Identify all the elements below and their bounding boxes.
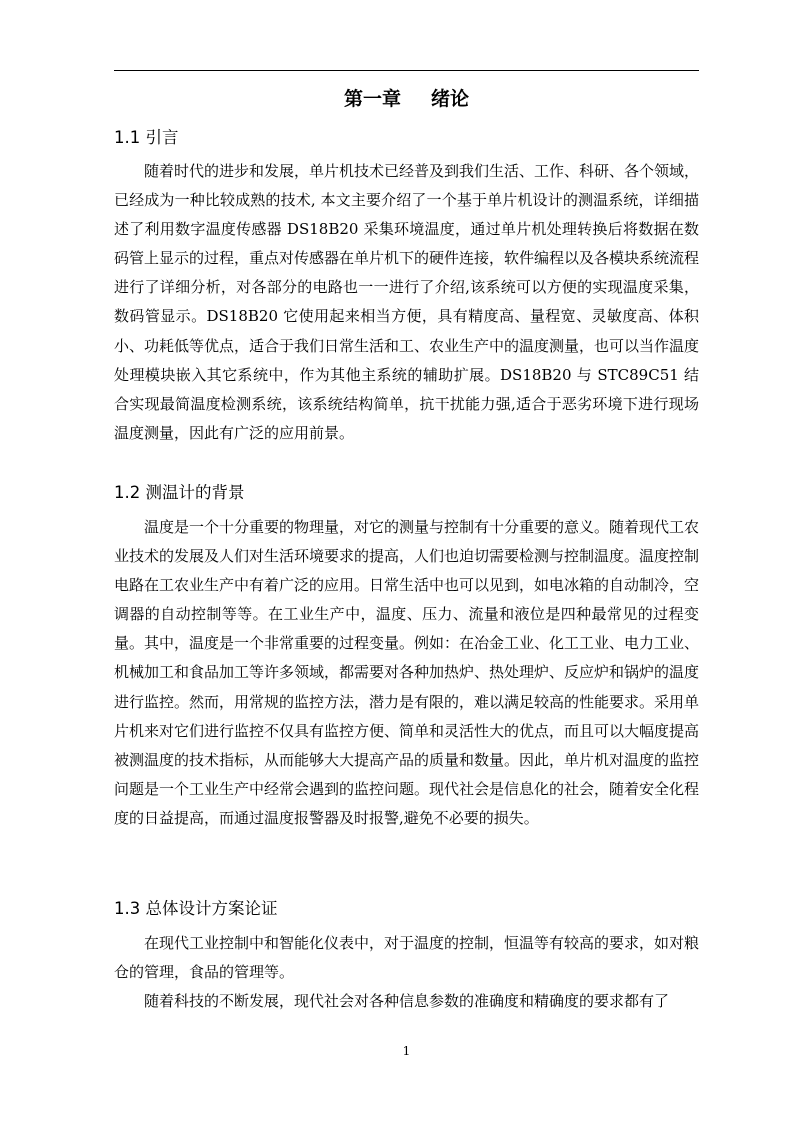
paragraph-design-1: 在现代工业控制中和智能化仪表中，对于温度的控制，恒温等有较高的要求，如对粮仓的管理，食品的管理等。 [114,934,700,982]
section-heading-1-2: 1.2 测温计的背景 [114,483,245,502]
section-heading-1-1: 1.1 引言 [114,128,179,147]
paragraph-introduction: 随着时代的进步和发展，单片机技术已经普及到我们生活、工作、科研、各个领域，已经成为一种比较成熟的技术, 本文主要介绍了一个基于单片机设计的测温系统，详细描述了利用数字温度传感器 DS18B20 采集环境温度，通过单片机处理转换后将数据在数码管上显示的过程，重点对传感器在单片机下的硬件连接，软件编程以及各模块系统流程进行了详细分析，对各部分的电路也一一进行了介绍,该系统可以方便的实现温度采集，数码管显示。DS18B20 它使用起来相当方便，具有精度高、量程宽、灵敏度高、体积小、功耗低等优点，适合于我们日常生活和工、农业生产中的温度测量，也可以当作温度处理模块嵌入其它系统中，作为其他主系统的辅助扩展。DS18B20 与 STC89C51 结合实现最简温度检测系统，该系统结构简单，抗干扰能力强,适合于恶劣环境下进行现场温度测量，因此有广泛的应用前景。 [114,162,700,442]
paragraph-background: 温度是一个十分重要的物理量，对它的测量与控制有十分重要的意义。随着现代工农业技术的发展及人们对生活环境要求的提高，人们也迫切需要检测与控制温度。温度控制电路在工农业生产中有着广泛的应用。日常生活中也可以见到，如电冰箱的自动制冷，空调器的自动控制等等。在工业生产中，温度、压力、流量和液位是四种最常见的过程变量。其中，温度是一个非常重要的过程变量。例如：在冶金工业、化工工业、电力工业、机械加工和食品加工等许多领域，都需要对各种加热炉、热处理炉、反应炉和锅炉的温度进行监控。然而，用常规的监控方法，潜力是有限的，难以满足较高的性能要求。采用单片机来对它们进行监控不仅具有监控方便、简单和灵活性大的优点，而且可以大幅度提高被测温度的技术指标，从而能够大大提高产品的质量和数量。因此，单片机对温度的监控问题是一个工业生产中经常会遇到的监控问题。现代社会是信息化的社会，随着安全化程度的日益提高，而通过温度报警器及时报警,避免不必要的损失。 [114,518,700,827]
chapter-number: 第一章 [343,88,401,110]
chapter-title [114,85,699,113]
section-heading-1-3: 1.3 总体设计方案论证 [114,899,278,918]
header-rule [114,70,699,71]
paragraph-design-2: 随着科技的不断发展，现代社会对各种信息参数的准确度和精确度的要求都有了 [144,992,670,1010]
page-number: 1 [402,1044,411,1058]
chapter-name: 绪论 [431,88,470,110]
